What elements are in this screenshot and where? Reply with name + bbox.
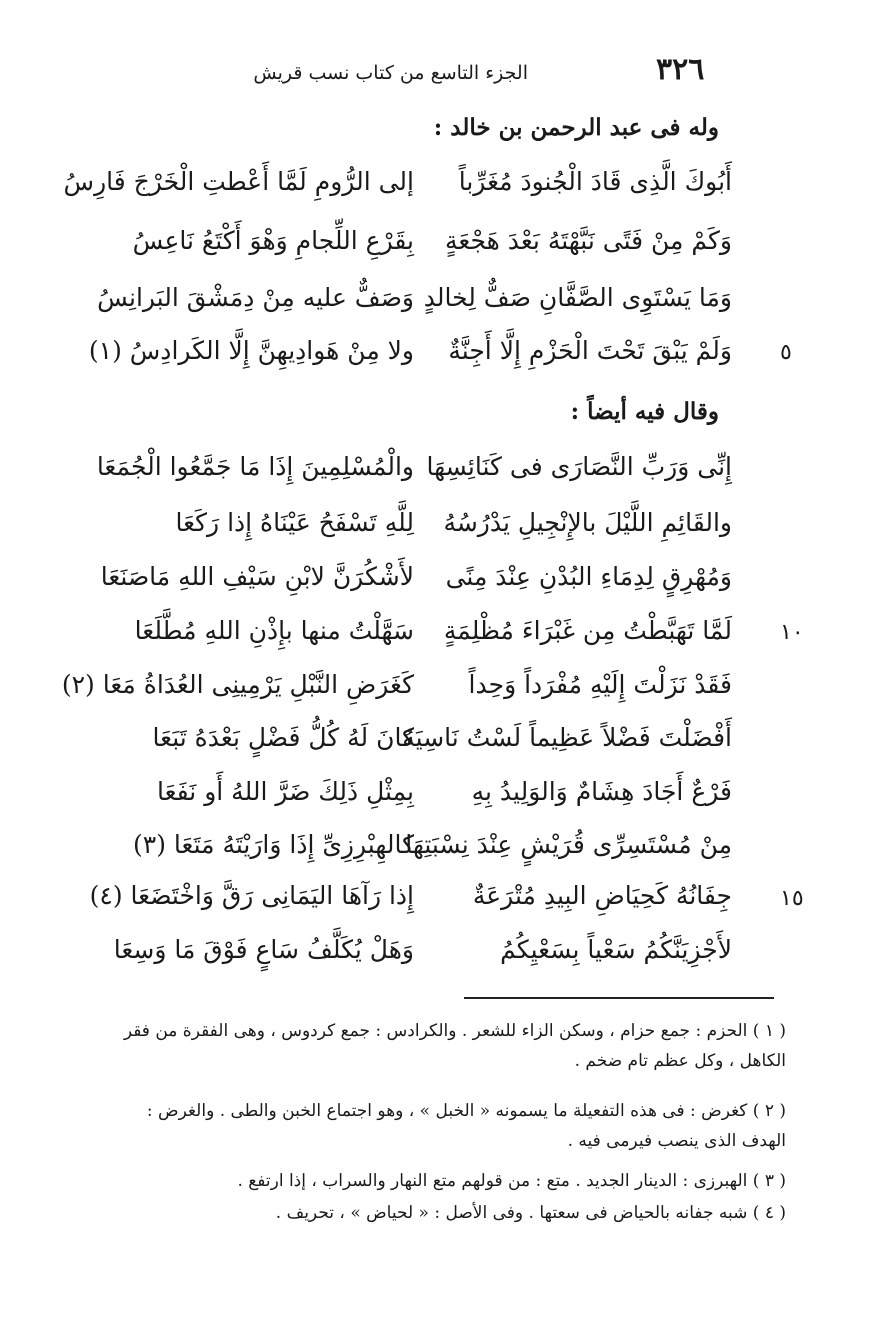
poem-intro: وقال فيه أيضاً : [570,398,719,425]
verse-second-hemistich: إلى الرُّومِ لَمَّا أَعْطتِ الْخَرْجَ فَارِسُ [63,167,414,196]
line-number: ٥ [780,340,792,365]
verse-first-hemistich: لَمَّا تَهَبَّطْتُ مِن غَبْرَاءَ مُظْلِمَةٍ [443,616,732,645]
verse-second-hemistich: كالهِبْرِزِىِّ إِذَا وَارَيْتَهُ مَتَعَا (٣) [132,830,414,859]
running-head: الجزء التاسع من كتاب نسب قريش [253,62,528,84]
footnote: ( ٢ ) كغرض : فى هذه التفعيلة ما يسمونه « الخبل » ، وهو اجتماع الخبن والطى . والغرض : الهدف الذى ينصب فيرمى فيه . [146,1101,786,1151]
verse-first-hemistich: مِنْ مُسْتَسِرِّى قُرَيْشٍ عِنْدَ نِسْبَتِهَا [405,830,732,859]
verse-first-hemistich: أَفْضَلْتَ فَضْلاً عَظِيماً لَسْتُ نَاسِيَهُ [402,723,732,752]
verse-second-hemistich: كَغَرَضِ النَّبْلِ يَرْمِينِى العُدَاةُ مَعَا (٢) [61,670,414,699]
verse-first-hemistich: وَمَا يَسْتَوِى الصَّفَّانِ صَفٌّ لِخالدٍ [423,283,732,312]
verse-second-hemistich: كانَ لَهُ كُلُّ فَضْلٍ بَعْدَهُ تَبَعَا [152,723,414,752]
verse-second-hemistich: وَهَلْ يُكَلَّفُ سَاعٍ فَوْقَ مَا وَسِعَا [113,935,414,964]
verse-first-hemistich: فَرْعٌ أَجَادَ هِشَامٌ وَالوَلِيدُ بِهِ [471,777,732,806]
footnote: ( ١ ) الحزم : جمع حزام ، وسكن الزاء للشعر . والكرادس : جمع كردوس ، وهى الفقرة من فقر الكاهل ، وكل عظم تام ضخم . [123,1021,786,1071]
verse-first-hemistich: جِفَانُهُ كَحِيَاضِ البِيدِ مُتْرَعَةٌ [472,881,732,910]
verse-first-hemistich: لأَجْزِيَنَّكُمُ سَعْياً بِسَعْيِكُمُ [500,935,732,964]
verse-second-hemistich: بِقَرْعِ اللِّجامِ وَهْوَ أَكْتَعُ نَاعِسُ [132,226,414,255]
verse-second-hemistich: سَهَّلْتُ منها بإِذْنِ اللهِ مُطَّلَعَا [134,616,414,645]
verse-first-hemistich: وَلَمْ يَبْقَ تَحْتَ الْحَزْمِ إِلَّا أَجِنَّةٌ [448,336,732,365]
verse-second-hemistich: لأَشْكُرَنَّ لابْنِ سَيْفِ اللهِ مَاصَنَعَا [100,562,414,591]
footnote-divider [464,997,774,999]
verse-second-hemistich: ولا مِنْ هَوادِيهِنَّ إِلَّا الكَرادِسُ (١) [88,336,414,365]
page-number: ٣٢٦ [656,52,705,87]
footnote: ( ٣ ) الهبرزى : الدينار الجديد . متع : من قولهم متع النهار والسراب ، إذا ارتفع . [237,1171,786,1191]
verse-first-hemistich: إِنِّى وَرَبِّ النَّصَارَى فى كَنَائِسِهَا [426,452,732,481]
line-number: ١٠ [780,620,804,645]
verse-first-hemistich: وَمُهْرِقٍ لِدِمَاءِ البُدْنِ عِنْدَ مِنًى [445,562,732,591]
verse-first-hemistich: فَقَدْ نَزَلْتَ إِلَيْهِ مُفْرَداً وَحِداً [468,670,732,699]
verse-second-hemistich: لِلَّهِ تَسْفَحُ عَيْنَاهُ إِذا رَكَعَا [175,508,414,537]
verse-second-hemistich: بِمِثْلِ ذَلِكَ ضَرَّ اللهُ أَو نَفَعَا [156,777,414,806]
line-number: ١٥ [780,886,804,911]
poem-intro: وله فى عبد الرحمن بن خالد : [433,114,719,141]
verse-second-hemistich: وَصَفٌّ عليه مِنْ دِمَشْقَ البَرانِسُ [97,283,414,312]
verse-first-hemistich: وَكَمْ مِنْ فَتًى نَبَّهْتَهُ بَعْدَ هَجْعَةٍ [445,226,732,255]
verse-first-hemistich: والقَائِمِ اللَّيْلَ بالإِنْجِيلِ يَدْرُسُهُ [443,508,732,537]
verse-first-hemistich: أَبُوكَ الَّذِى قَادَ الْجُنودَ مُغَرِّباً [458,167,732,196]
footnote: ( ٤ ) شبه جفانه بالحياض فى سعتها . وفى الأصل : « لحياض » ، تحريف . [275,1203,786,1223]
verse-second-hemistich: والْمُسْلِمِينَ إِذَا مَا جَمَّعُوا الْجُمَعَا [96,452,414,481]
verse-second-hemistich: إِذا رَآهَا اليَمَانِى رَقَّ وَاخْتَضَعَا (٤) [89,881,414,910]
